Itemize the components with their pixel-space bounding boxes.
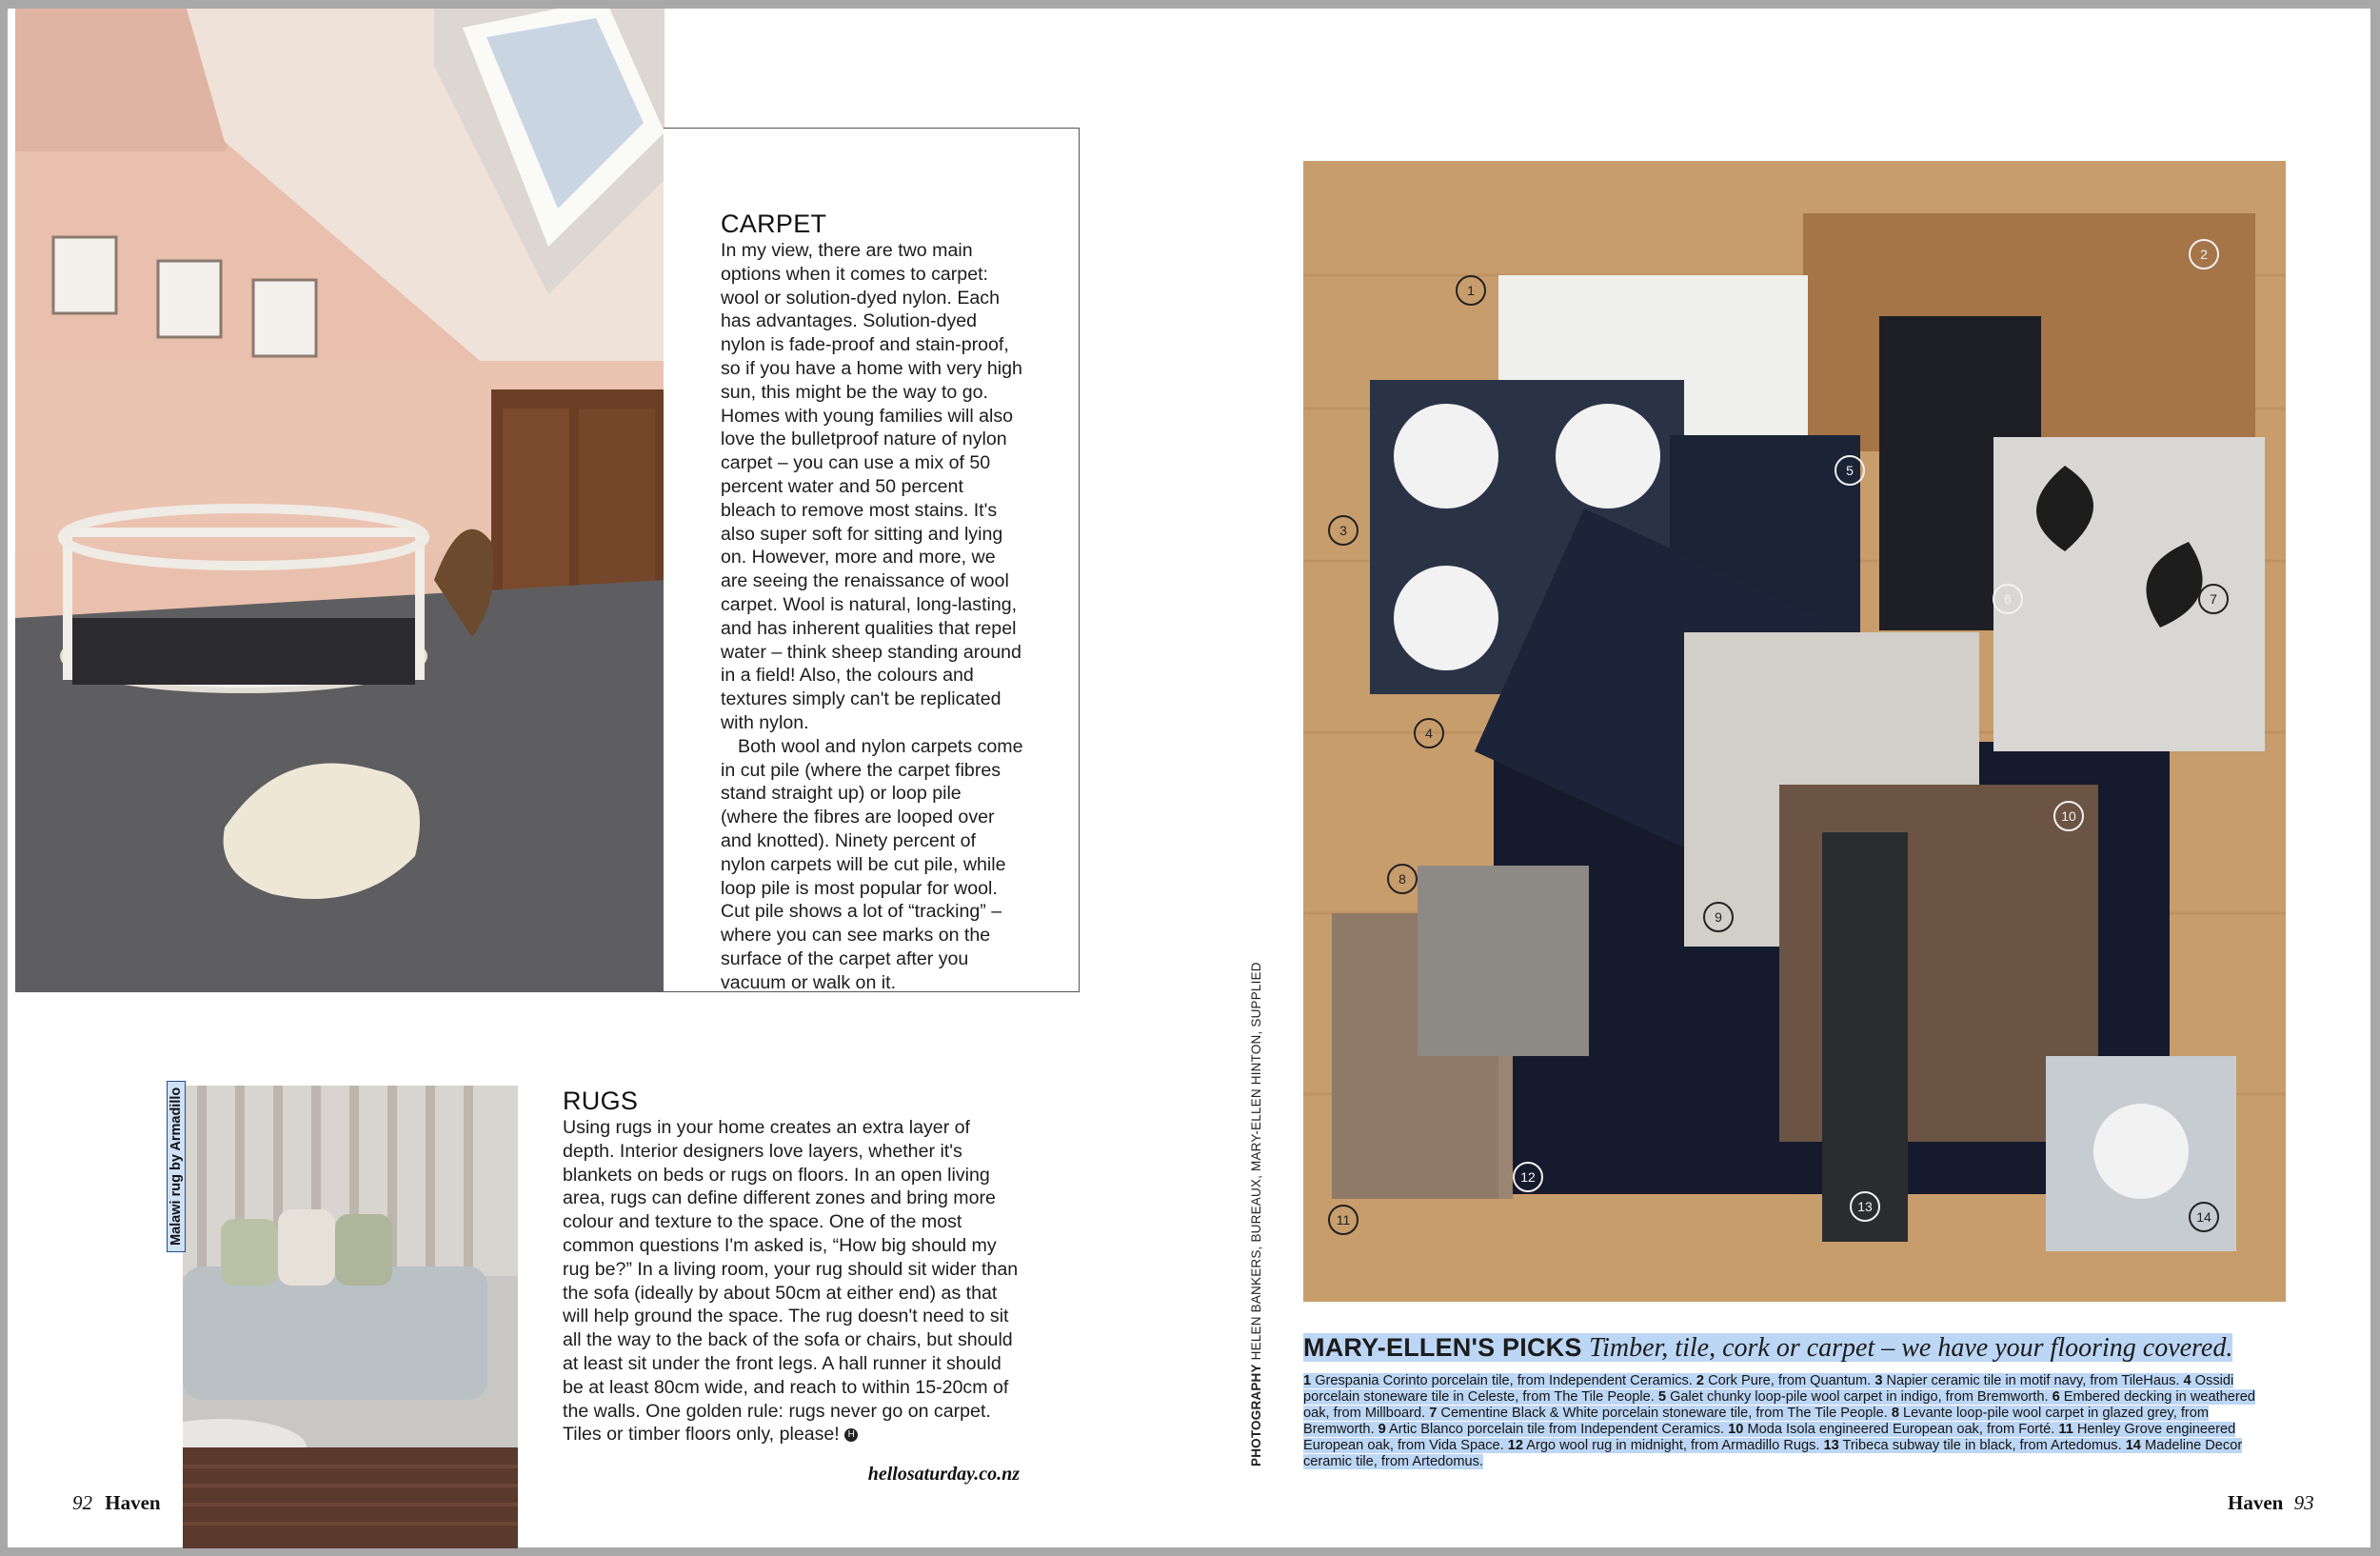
pick-item: Grespania Corinto porcelain tile, from Independent Ceramics. — [1315, 1373, 1693, 1388]
sample-number-7: 7 — [2198, 584, 2229, 614]
sample-number-3: 3 — [1328, 515, 1359, 546]
carpet-heading: CARPET — [721, 209, 827, 238]
sample-number-1: 1 — [1456, 275, 1486, 306]
sample-number-11: 11 — [1328, 1205, 1359, 1235]
pick-item: Artic Blanco porcelain tile from Independent Ceramics. — [1389, 1422, 1725, 1437]
carpet-paragraph-1: In my view, there are two main options when it comes to carpet: wool or solution-dyed nylon. Each has advantages. Solution-dyed nylon is fade-proof and stain-proof, so if you have a home with very high sun, this might be the way to go. Homes with young families will also love the bulletproof nature of nylon carpet – you can use a mix of 50 percent water and 50 percent bleach to remove most stains. It's also super soft for sitting and lying on. However, more and more, we are seeing the renaissance of wool carpet. Wool is natural, long-lasting, and has inherent qualities that repel water – think sheep standing around in a field! Also, the colours and textures simply can't be replicated with nylon. — [721, 240, 1022, 733]
pick-item: Levante loop-pile wool carpet in glazed grey, from Bremworth. — [1303, 1406, 2210, 1437]
pick-item: Moda Isola engineered European oak, from Forté. — [1747, 1422, 2055, 1437]
sample-number-2: 2 — [2189, 239, 2219, 269]
left-folio — [72, 1491, 161, 1515]
sample-number-12: 12 — [1513, 1162, 1543, 1192]
right-magazine-name: Haven — [2228, 1491, 2284, 1514]
picks-list: 1 Grespania Corinto porcelain tile, from Independent Ceramics. 2 Cork Pure, from Quantum. 3 Napier ceramic tile in motif navy, from TileHaus. 4 Ossidi porcelain stoneware tile in Celeste, from The Tile People. 5 Galet chunky loop-pile wool carpet in indigo, from Bremworth. 6 Embered decking in weathered oak, from Millboard. 7 Cementine Black & White porcelain stoneware tile, from The Tile People. 8 Levante loop-pile wool carpet in glazed grey, from Bremworth. 9 Artic Blanco porcelain tile from Independent Ceramics. 10 Moda Isola engineered European oak, from Forté. 11 Henley Grove engineered European oak, from Vida Space. 12 Argo wool rug in midnight, from Armadillo Rugs. 13 Tribeca subway tile in black, from Artedomus. 14 Madeline Decor ceramic tile, from Artedomus. — [1303, 1373, 2255, 1469]
photography-credit — [1249, 962, 1263, 1466]
end-mark-icon: H — [844, 1428, 858, 1442]
right-page-number: 93 — [2293, 1491, 2314, 1514]
rugs-article — [563, 1087, 1020, 1486]
nursery-photo — [15, 9, 664, 992]
rugs-body: Using rugs in your home creates an extra layer of depth. Interior designers love layers, whether it's blankets on beds or rugs on floors. In an open living area, rugs can define different zones and bring more colour and texture to the space. One of the most common questions I'm asked is, “How big should my rug be?” In a living room, your rug should sit wider than the sofa (ideally by about 50cm at either end) as that will help ground the space. The rug doesn't need to sit all the way to the back of the sofa or chairs, but should at least sit under the front legs. A hall runner it should be at least 80cm wide, and reach to within 15-20cm of the walls. One golden rule: rugs never go on carpet. Tiles or timber floors only, please! — [563, 1117, 1019, 1446]
rug-photo-caption: Malawi rug by Armadillo — [167, 1081, 186, 1252]
credit-names: HELEN BANKERS, BUREAUX, MARY-ELLEN HINTON, SUPPLIED — [1249, 962, 1263, 1361]
picks-title — [1303, 1331, 2255, 1365]
pick-item: Ossidi porcelain stoneware tile in Celeste, from The Tile People. — [1303, 1373, 2234, 1405]
website-link[interactable]: hellosaturday.co.nz — [867, 1464, 1020, 1486]
sample-number-8: 8 — [1387, 864, 1418, 894]
sample-number-10: 10 — [2053, 801, 2084, 831]
pick-item: Henley Grove engineered European oak, from Vida Space. — [1303, 1422, 2236, 1453]
flooring-samples-photo — [1303, 161, 2286, 1302]
pick-item: Tribeca subway tile in black, from Artedomus. — [1842, 1438, 2122, 1453]
picks-subtitle: Timber, tile, cork or carpet – we have your flooring covered. — [1589, 1333, 2233, 1363]
pick-item: Madeline Decor ceramic tile, from Artedomus. — [1303, 1438, 2243, 1469]
living-room-rug-photo — [183, 1086, 518, 1548]
pick-item: Cementine Black & White porcelain stoneware tile, from The Tile People. — [1440, 1406, 1888, 1421]
pick-item: Argo wool rug in midnight, from Armadillo Rugs. — [1526, 1438, 1820, 1453]
right-folio — [2228, 1491, 2314, 1515]
sample-number-14: 14 — [2189, 1202, 2219, 1232]
left-magazine-name: Haven — [105, 1491, 161, 1514]
carpet-paragraph-2: Both wool and nylon carpets come in cut pile (where the carpet fibres stand straight up) or loop pile (where the fibres are looped over and knotted). Ninety percent of nylon carpets will be cut pile, while loop pile is most popular for wool. Cut pile shows a lot of “tracking” – where you can see marks on the surface of the carpet after you vacuum or walk on it. — [721, 735, 1023, 993]
picks-heading: MARY-ELLEN'S PICKS — [1303, 1333, 1582, 1362]
sample-number-13: 13 — [1850, 1191, 1880, 1222]
pick-item: Galet chunky loop-pile wool carpet in indigo, from Bremworth. — [1670, 1389, 2049, 1405]
sample-number-9: 9 — [1703, 902, 1734, 932]
rugs-heading: RUGS — [563, 1087, 639, 1115]
credit-label: PHOTOGRAPHY — [1249, 1364, 1263, 1466]
sample-number-6: 6 — [1993, 584, 2023, 614]
left-page-number: 92 — [72, 1491, 92, 1514]
carpet-article — [721, 209, 1023, 995]
sample-number-5: 5 — [1835, 455, 1865, 486]
pick-item: Embered decking in weathered oak, from Millboard. — [1303, 1389, 2255, 1421]
pick-item: Napier ceramic tile in motif navy, from TileHaus. — [1886, 1373, 2180, 1388]
pick-item: Cork Pure, from Quantum. — [1708, 1373, 1872, 1388]
sample-number-4: 4 — [1414, 718, 1444, 748]
